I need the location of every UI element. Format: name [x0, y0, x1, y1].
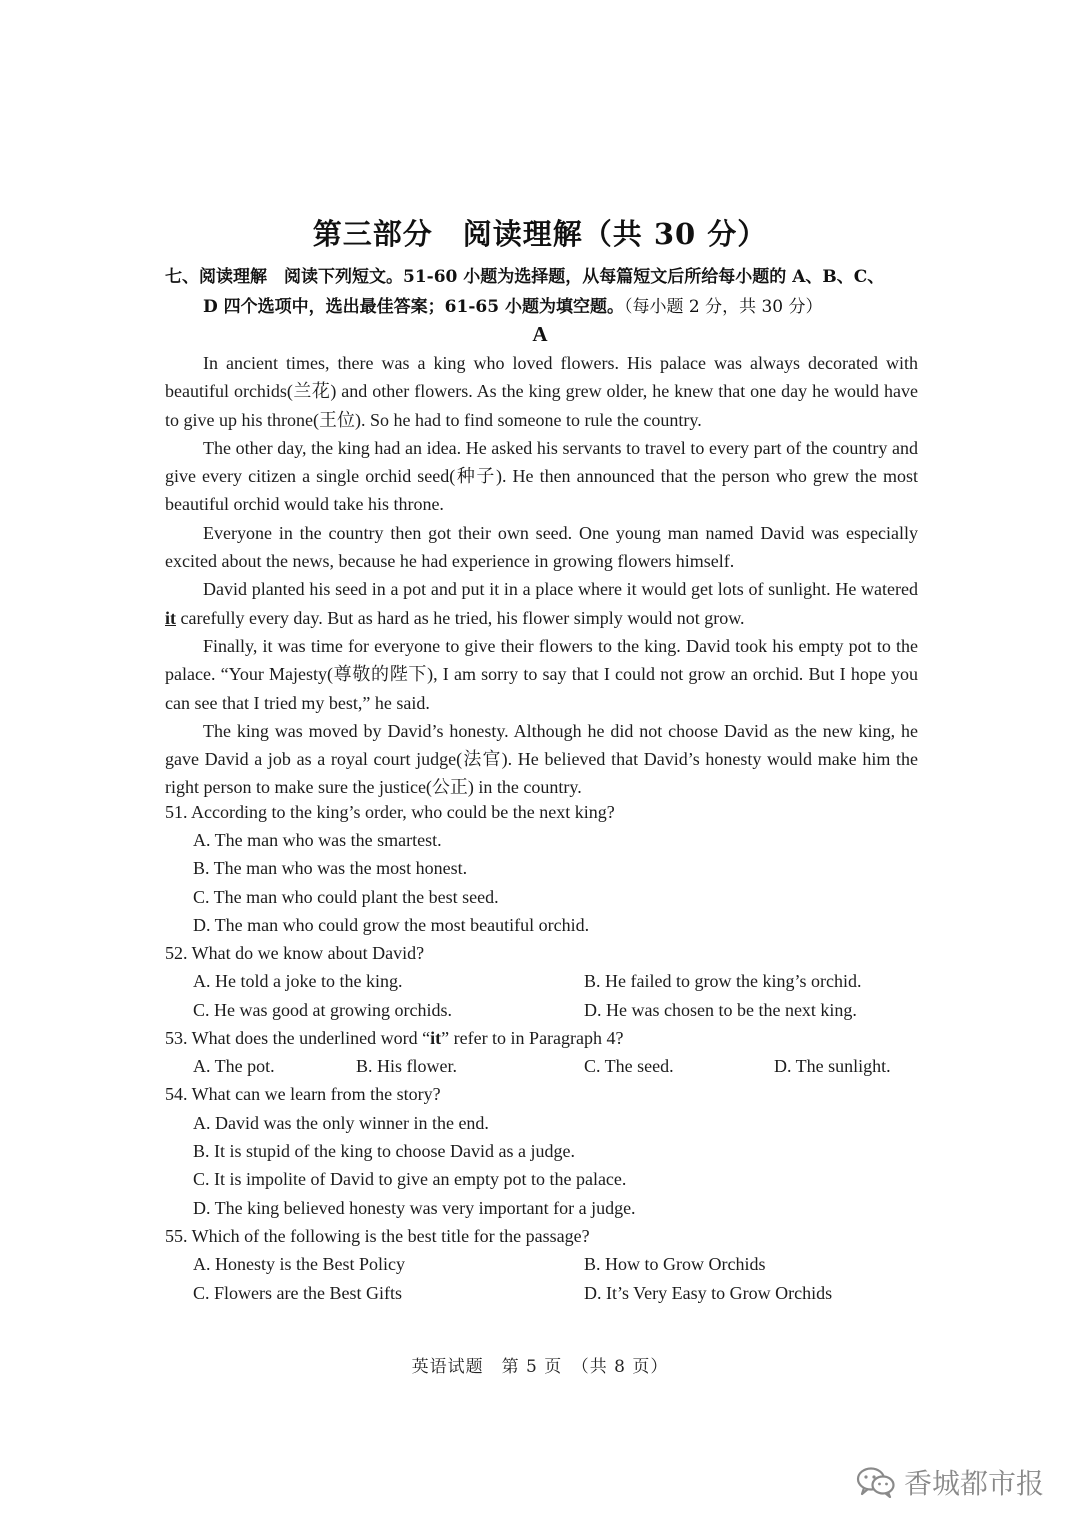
question-53-stem-before: 53. What does the underlined word “: [165, 1028, 431, 1048]
passage-body: [165, 349, 918, 802]
question-54-option-c: C. It is impolite of David to give an empty pot to the palace.: [193, 1169, 627, 1189]
question-53-stem: [165, 1028, 624, 1049]
paragraph-1: In ancient times, there was a king who loved flowers. His palace was always decorated with beautiful orchids(兰花) and other flowers. As the king grew older, he knew that one day he would have to give up his throne(王位). So he had to find someone to rule the country.: [165, 353, 918, 430]
question-51-option-a: A. The man who was the smartest.: [193, 830, 442, 850]
paragraph-4: [165, 575, 918, 632]
question-52-option-a: A. He told a joke to the king.: [193, 971, 403, 991]
instruction-line-2: [203, 292, 823, 317]
watermark: [856, 1462, 1044, 1502]
paragraph-3: Everyone in the country then got their own seed. One young man named David was especially excited about the news, because he had experience in growing flowers himself.: [165, 522, 918, 572]
question-53-option-d: D. The sunlight.: [774, 1056, 891, 1076]
question-51-stem: 51. According to the king’s order, who could be the next king?: [165, 802, 615, 822]
question-52-option-d: D. He was chosen to be the next king.: [584, 1000, 857, 1020]
paragraph-5: Finally, it was time for everyone to give their flowers to the king. David took his empty pot to the palace. “Your Majesty(尊敬的陛下), I am sorry to say that I could not grow an orchid. But I hope you can see that I tried my best,” he said.: [165, 635, 918, 713]
question-53-stem-word: it: [430, 1028, 442, 1048]
question-55-option-a: A. Honesty is the Best Policy: [193, 1254, 405, 1274]
question-55-option-d: D. It’s Very Easy to Grow Orchids: [584, 1283, 833, 1303]
question-51-option-b: B. The man who was the most honest.: [193, 858, 468, 878]
question-53-option-b: B. His flower.: [356, 1056, 457, 1076]
question-53-option-a: A. The pot.: [193, 1056, 275, 1076]
instruction-line-1: 七、阅读理解 阅读下列短文。51-60 小题为选择题，从每篇短文后所给每小题的 A、B、C、: [165, 267, 885, 287]
question-54-stem: 54. What can we learn from the story?: [165, 1084, 441, 1104]
question-52-option-b: B. He failed to grow the king’s orchid.: [584, 971, 862, 991]
question-51-option-d: D. The man who could grow the most beautiful orchid.: [193, 915, 590, 935]
instruction-main: D 四个选项中，选出最佳答案；61-65 小题为填空题。: [203, 297, 624, 317]
question-55-stem: 55. Which of the following is the best title for the passage?: [165, 1226, 590, 1246]
instruction-score-note: （每小题 2 分，共 30 分）: [623, 297, 823, 317]
question-53-option-c: C. The seed.: [584, 1056, 674, 1076]
question-54-option-a: A. David was the only winner in the end.: [193, 1113, 489, 1133]
paragraph-2: The other day, the king had an idea. He asked his servants to travel to every part of the country and give every citizen a single orchid seed(种子). He then announced that the person who grew the most beautiful orchid would take his throne.: [165, 437, 918, 515]
question-54-option-b: B. It is stupid of the king to choose David as a judge.: [193, 1141, 575, 1161]
paragraph-4-after: carefully every day. But as hard as he tried, his flower simply would not grow.: [176, 607, 745, 628]
watermark-text: 香城都市报: [903, 1467, 1044, 1500]
section-title: 第三部分 阅读理解（共 30 分）: [312, 217, 768, 251]
wechat-icon: [856, 1466, 896, 1498]
paragraph-6: The king was moved by David’s honesty. Although he did not choose David as the new king, he gave David a job as a royal court judge(法官). He believed that David’s honesty would make him the right person to make sure the justice(公正) in the country.: [165, 720, 918, 798]
question-53-stem-after: ” refer to in Paragraph 4?: [441, 1028, 624, 1048]
question-52-option-c: C. He was good at growing orchids.: [193, 1000, 452, 1020]
question-51-option-c: C. The man who could plant the best seed.: [193, 887, 499, 907]
passage-label: A: [532, 322, 548, 346]
question-55-option-c: C. Flowers are the Best Gifts: [193, 1283, 402, 1303]
page-footer: 英语试题 第 5 页 （共 8 页）: [411, 1357, 669, 1377]
underlined-word-it: it: [165, 607, 176, 628]
question-54-option-d: D. The king believed honesty was very important for a judge.: [193, 1198, 636, 1218]
question-55-option-b: B. How to Grow Orchids: [584, 1254, 766, 1274]
paragraph-4-before: David planted his seed in a pot and put it in a place where it would get lots of sunlight. He watered: [203, 579, 918, 600]
question-52-stem: 52. What do we know about David?: [165, 943, 425, 963]
